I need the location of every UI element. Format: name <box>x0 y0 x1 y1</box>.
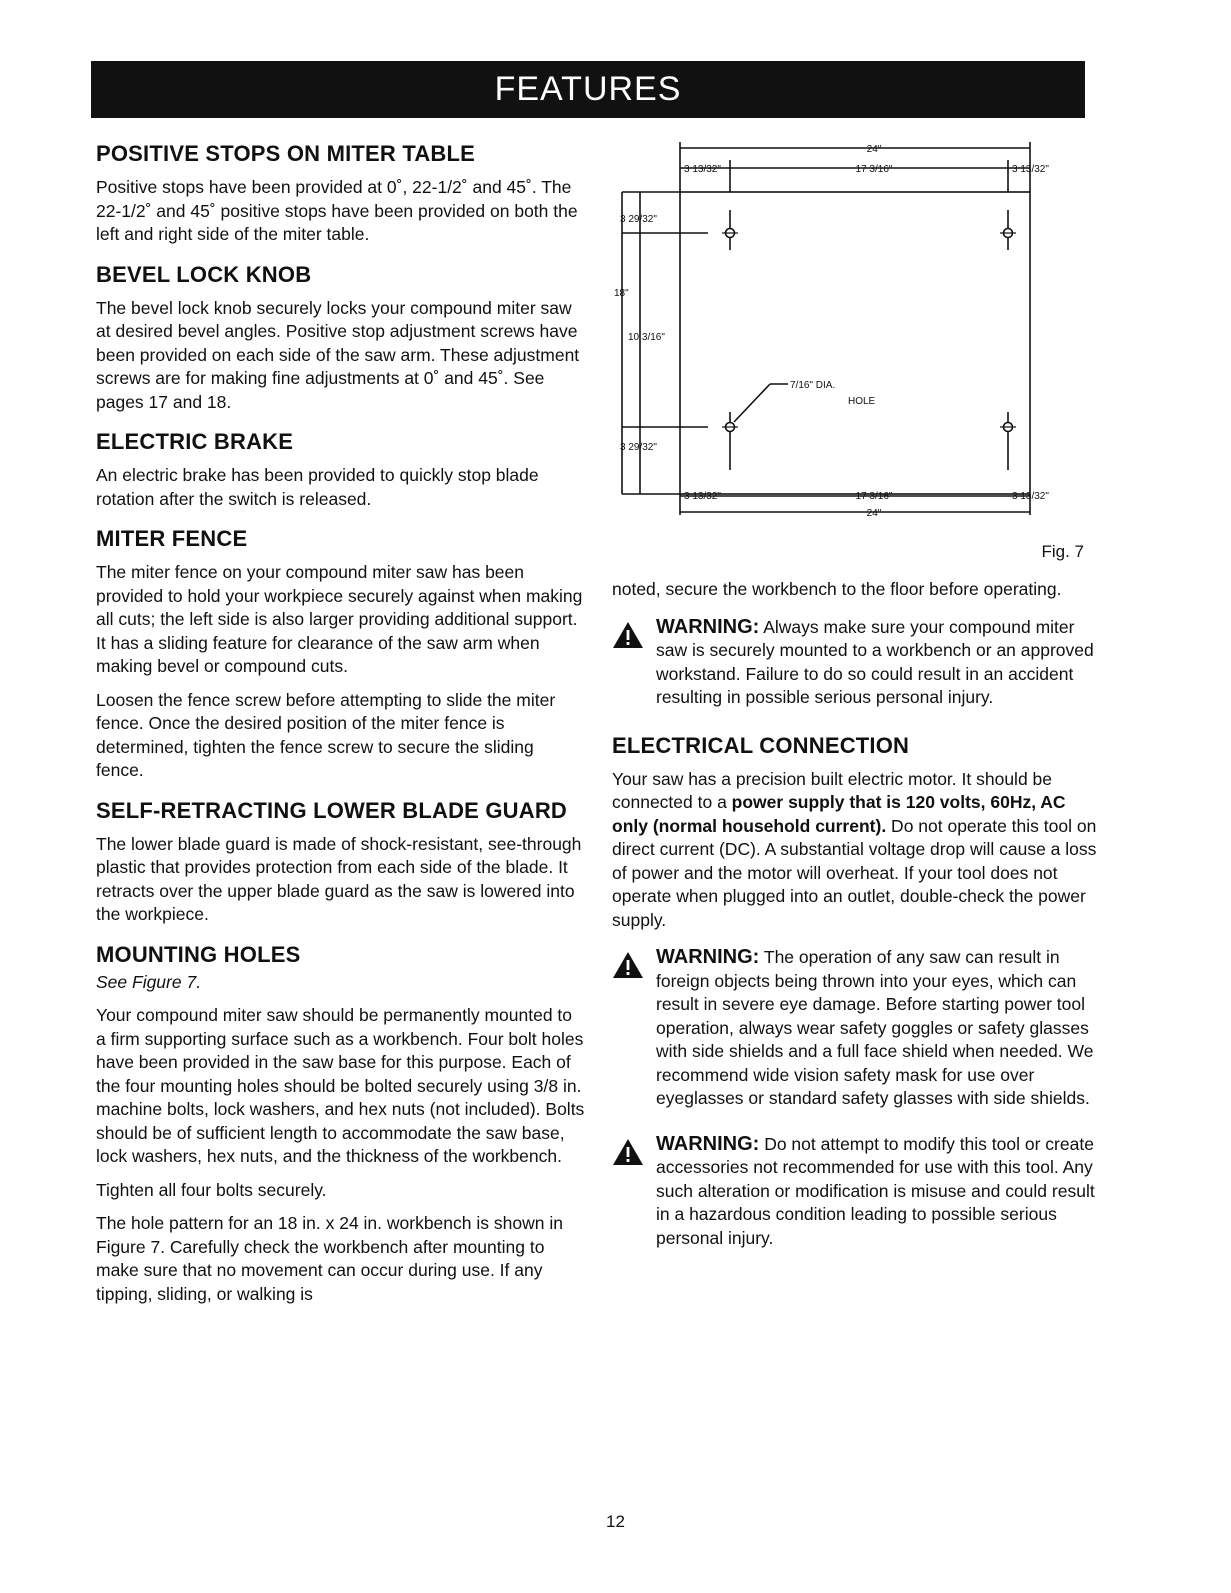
paragraph: Tighten all four bolts securely. <box>96 1179 327 1200</box>
section-mounting-holes <box>96 941 586 1307</box>
dim-total-width-bottom: 24" <box>866 508 882 519</box>
dim-edge-v-top: 3 29/32" <box>620 214 657 225</box>
right-column <box>612 578 1097 1272</box>
warning-triangle-icon <box>612 1133 656 1251</box>
warning-mounting <box>612 616 1097 710</box>
section-title: BEVEL LOCK KNOB <box>96 261 312 287</box>
figure-caption: Fig. 7 <box>1041 542 1084 561</box>
section-positive-stops <box>96 140 586 247</box>
section-electrical-connection <box>612 732 1097 933</box>
section-title: MOUNTING HOLES <box>96 941 301 967</box>
warning-title: WARNING: <box>656 615 760 638</box>
section-title: ELECTRICAL CONNECTION <box>612 732 910 758</box>
warning-modification <box>612 1133 1097 1251</box>
paragraph <box>612 768 1097 933</box>
warning-text: The operation of any saw can result in foreign objects being thrown into your eyes, which can result in severe eye damage. Before starting power tool operation, always wear safety goggles or safety glasses with side shields and a full face shield when needed. We recommend wide vision safety mask for use over eyeglasses or standard safety glasses with side shields. <box>656 947 1094 1108</box>
dim-edge-bottom-right: 3 13/32" <box>1012 491 1049 502</box>
warning-triangle-icon <box>612 616 656 710</box>
paragraph: The lower blade guard is made of shock-resistant, see-through plastic that provides protection from each side of the blade. It retracts over the upper blade guard as the saw is lowered into the workpiece. <box>96 833 582 924</box>
dim-inner-height: 10 3/16" <box>628 332 665 343</box>
left-column <box>96 140 586 1320</box>
hole-label: HOLE <box>848 396 876 407</box>
dim-edge-bottom-left: 3 13/32" <box>684 491 721 502</box>
paragraph: Positive stops have been provided at 0˚, 22-1/2˚ and 45˚. The 22-1/2˚ and 45˚ positive stops have been provided on both the left and right side of the miter table. <box>96 177 578 244</box>
hole-diameter-label: 7/16" DIA. <box>790 380 836 391</box>
section-title: ELECTRIC BRAKE <box>96 429 294 454</box>
paragraph-text: Your saw has a precision built electric motor. It should be connected to a <box>612 768 1053 812</box>
dim-edge-top-left: 3 13/32" <box>684 164 721 175</box>
dim-inner-width-bottom: 17 3/16" <box>855 491 893 502</box>
warning-title: WARNING: <box>656 946 760 968</box>
section-lower-blade-guard <box>96 797 586 927</box>
paragraph: An electric brake has been provided to quickly stop blade rotation after the switch is released. <box>96 465 539 509</box>
warning-eye-protection <box>612 946 1097 1111</box>
power-requirement: power supply that is 120 volts, 60Hz, AC only (normal household current). <box>612 792 1066 836</box>
figure-7-hole-pattern <box>612 140 1102 570</box>
dim-edge-v-bottom: 3 29/32" <box>620 442 657 453</box>
dim-total-height: 18" <box>614 288 629 299</box>
paragraph: noted, secure the workbench to the floor before operating. <box>612 579 1062 599</box>
warning-text: Always make sure your compound miter saw is securely mounted to a workbench or an approved workstand. Failure to do so could result in an accident resulting in possible serious personal injury. <box>656 616 1094 707</box>
section-title: SELF-RETRACTING LOWER BLADE GUARD <box>96 797 568 823</box>
section-miter-fence <box>96 525 586 783</box>
paragraph: The miter fence on your compound miter saw has been provided to hold your workpiece securely against when making all cuts; the left side is also larger providing additional support. It has a sliding feature for clearance of the saw arm when making bevel or compound cuts. <box>96 562 583 676</box>
dim-total-width-top: 24" <box>866 144 882 155</box>
paragraph-text: Do not operate this tool on direct current (DC). A substantial voltage drop will cause a loss of power and the motor will overheat. If your tool does not operate when plugged into an outlet, double-check the power supply. <box>612 815 1097 930</box>
section-bevel-lock-knob <box>96 261 586 415</box>
section-electric-brake <box>96 428 586 511</box>
warning-text: Do not attempt to modify this tool or create accessories not recommended for use with this tool. Any such alteration or modification is misuse and could result in a hazardous condition leading to possible serious personal injury. <box>656 1133 1095 1248</box>
warning-title: WARNING: <box>656 1132 760 1155</box>
paragraph: The bevel lock knob securely locks your compound miter saw at desired bevel angles. Positive stop adjustment screws have been provided on each side of the saw arm. These adjustment screws are for making fine adjustments at 0˚ and 45˚. See pages 17 and 18. <box>96 297 580 412</box>
paragraph: The hole pattern for an 18 in. x 24 in. workbench is shown in Figure 7. Carefully check the workbench after mounting to make sure that no movement can occur during use. If any tipping, sliding, or walking is <box>96 1213 563 1304</box>
dim-inner-width-top: 17 3/16" <box>855 164 893 175</box>
warning-triangle-icon <box>612 946 656 1111</box>
paragraph: Your compound miter saw should be permanently mounted to a firm supporting surface such as a workbench. Four bolt holes have been provided in the saw base for this purpose. Each of the four mounting holes should be bolted securely using 3/8 in. machine bolts, lock washers, and hex nuts (not included). Bolts should be of sufficient length to accommodate the saw base, lock washers, hex nuts, and the thickness of the workbench. <box>96 1005 585 1166</box>
section-title: POSITIVE STOPS ON MITER TABLE <box>96 141 476 166</box>
figure-reference: See Figure 7. <box>96 971 202 992</box>
features-banner: FEATURES <box>91 61 1085 118</box>
section-title: MITER FENCE <box>96 526 248 551</box>
paragraph: Loosen the fence screw before attempting to slide the miter fence. Once the desired position of the miter fence is determined, tighten the fence screw to secure the sliding fence. <box>96 689 556 780</box>
dim-edge-top-right: 3 13/32" <box>1012 164 1049 175</box>
page-number: 12 <box>606 1512 625 1531</box>
